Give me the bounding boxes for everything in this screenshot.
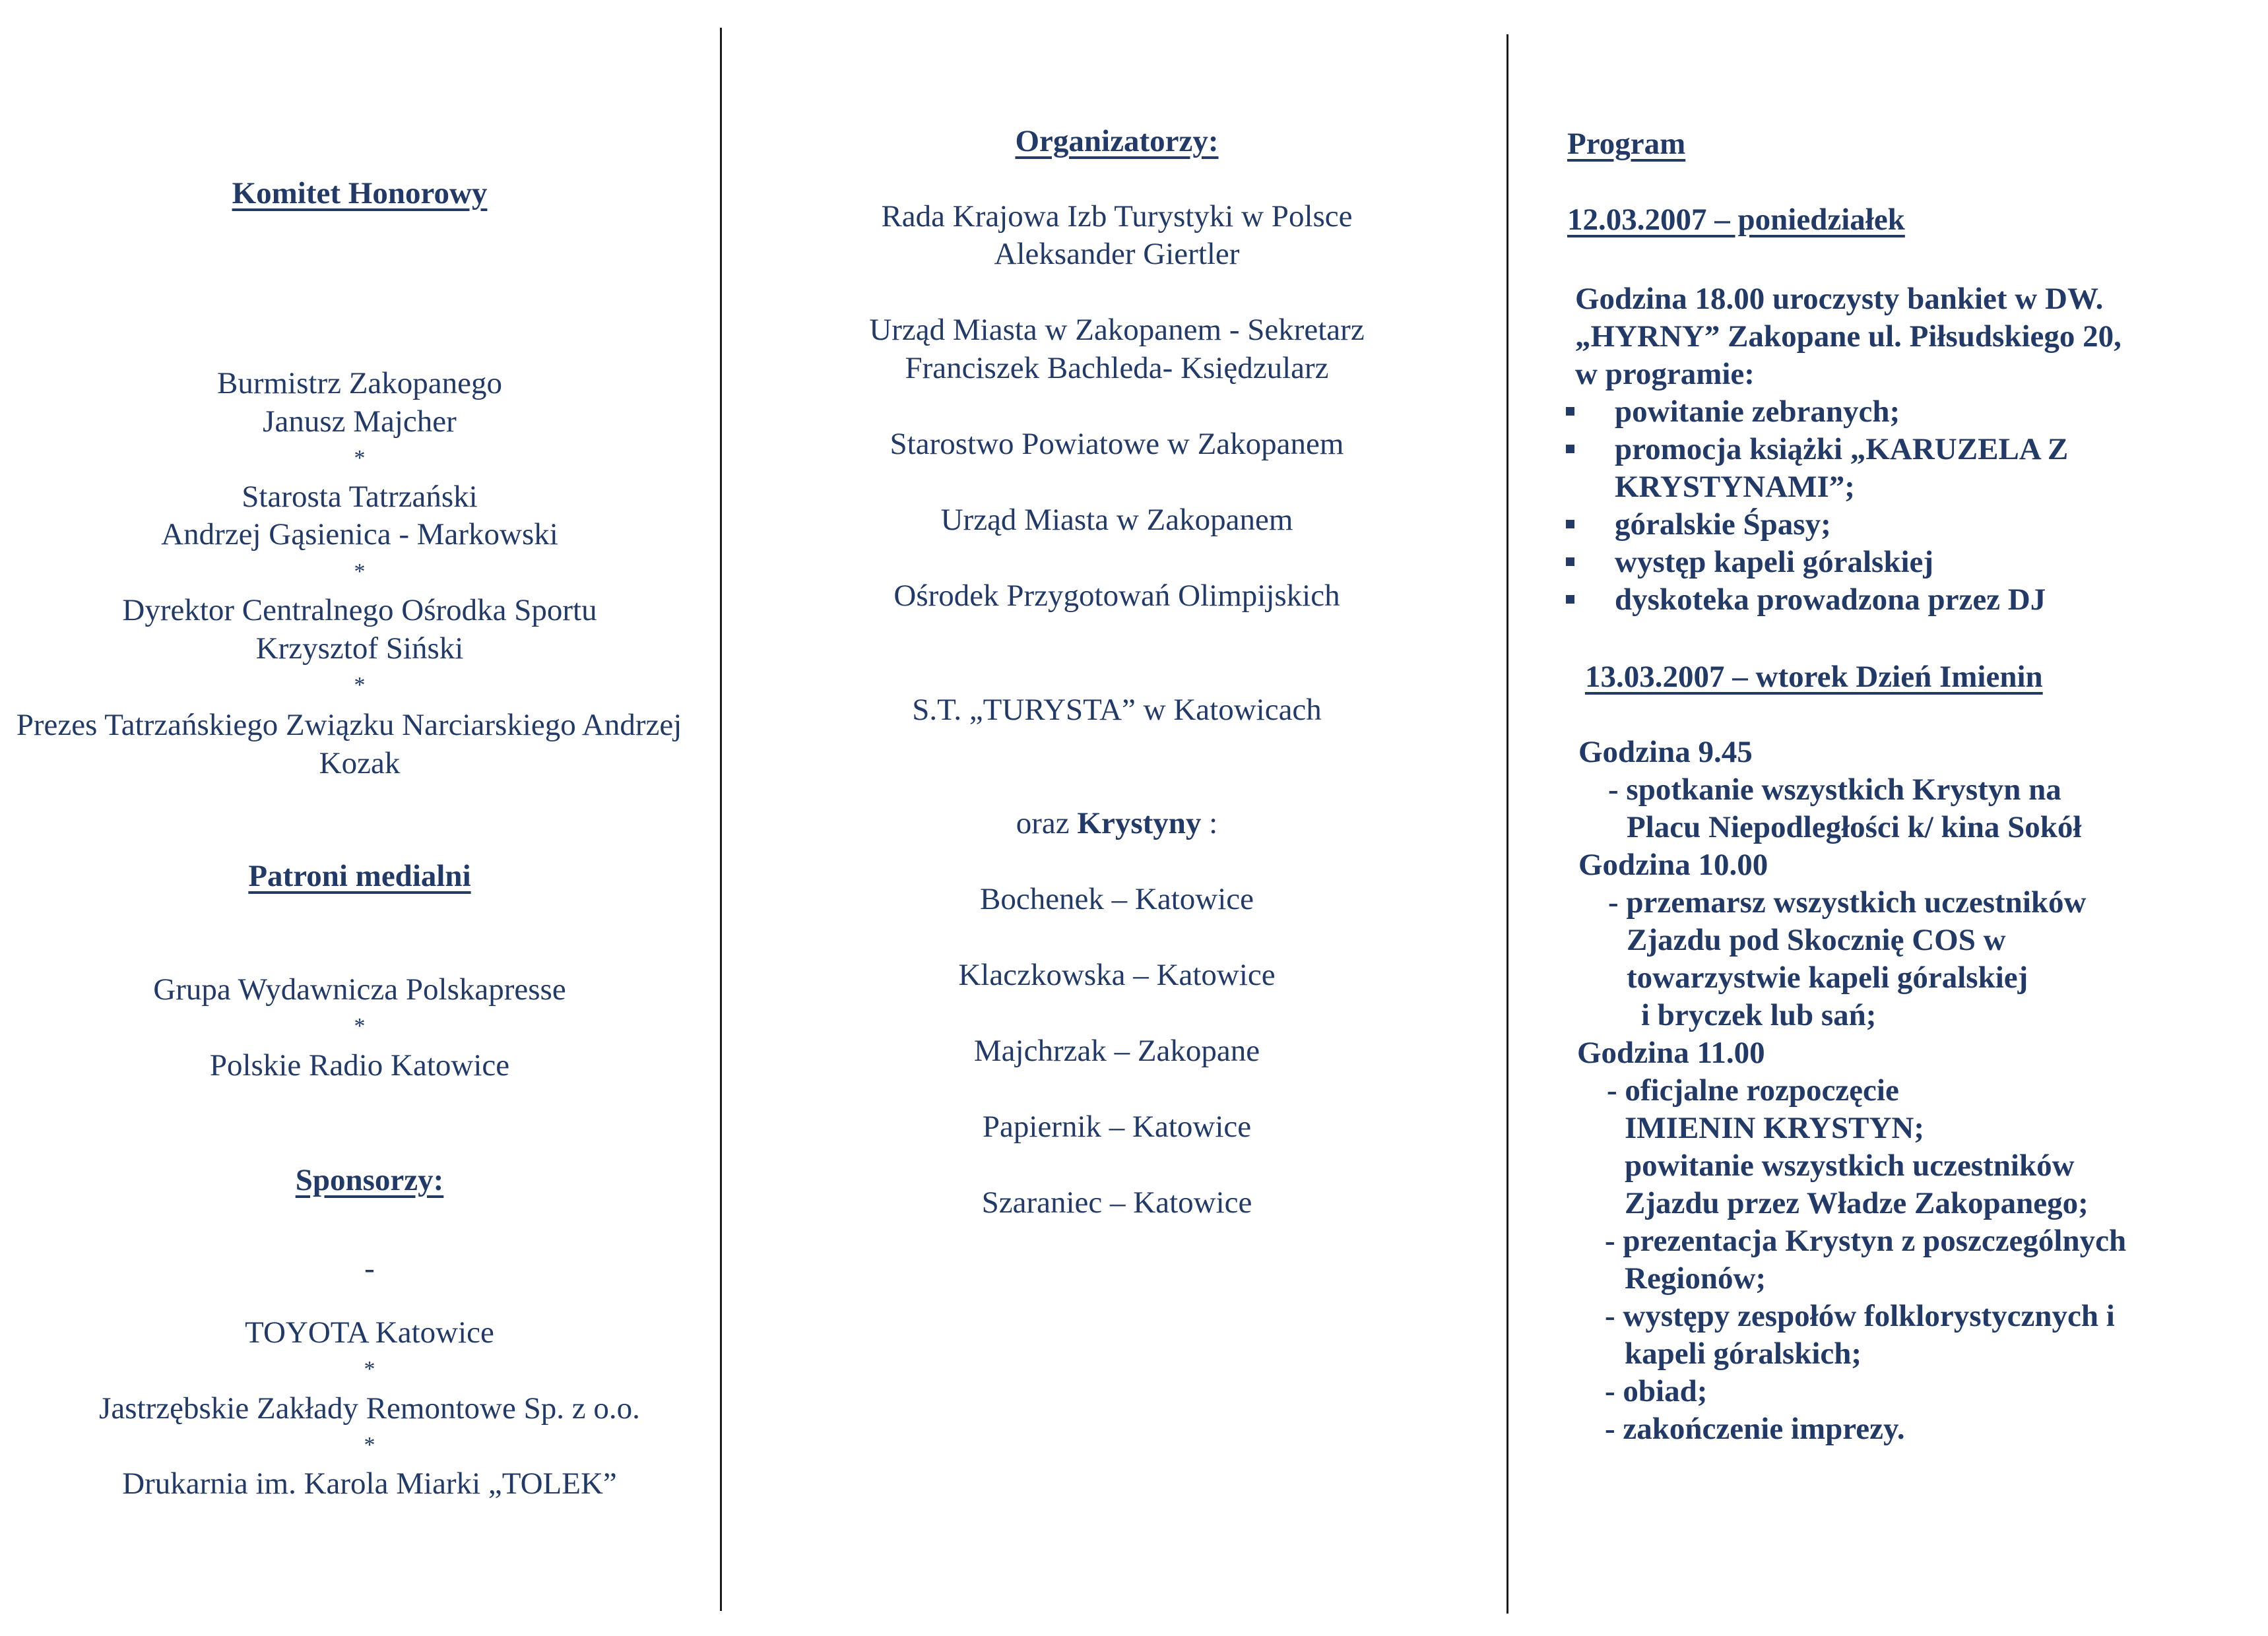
separator-star: * bbox=[354, 673, 366, 697]
separator-star: * bbox=[354, 446, 366, 470]
oraz-suffix: : bbox=[1201, 806, 1218, 840]
program-line: IMIENIN KRYSTYN; bbox=[1625, 1111, 1925, 1145]
sponsor-line: Drukarnia im. Karola Miarki „TOLEK” bbox=[122, 1466, 617, 1501]
column-organizers bbox=[726, 0, 1508, 1636]
bullet-icon bbox=[1566, 407, 1574, 416]
sponsor-line: - bbox=[364, 1251, 375, 1286]
organizer-line: Starostwo Powiatowe w Zakopanem bbox=[890, 427, 1344, 461]
program-line: Regionów; bbox=[1625, 1261, 1766, 1296]
program-line: - zakończenie imprezy. bbox=[1605, 1412, 1905, 1446]
program-line: „HYRNY” Zakopane ul. Piłsudskiego 20, bbox=[1575, 319, 2122, 354]
program-line: - oficjalne rozpoczęcie bbox=[1607, 1073, 1899, 1108]
bullet-icon bbox=[1566, 445, 1574, 453]
program-line: - występy zespołów folklorystycznych i bbox=[1605, 1299, 2115, 1333]
honorary-committee-heading: Komitet Honorowy bbox=[232, 176, 488, 210]
separator-star: * bbox=[364, 1433, 375, 1457]
program-bullet: występ kapeli góralskiej bbox=[1615, 545, 1934, 579]
program-line: Godzina 10.00 bbox=[1578, 848, 1768, 882]
bullet-icon bbox=[1566, 595, 1574, 604]
media-line: Grupa Wydawnicza Polskapresse bbox=[153, 972, 566, 1007]
program-bullet: dyskoteka prowadzona przez DJ bbox=[1615, 582, 2046, 617]
program-line: - obiad; bbox=[1605, 1374, 1708, 1408]
honorary-line: Krzysztof Siński bbox=[255, 631, 464, 666]
separator-star: * bbox=[354, 1014, 366, 1038]
program-line: i bryczek lub sań; bbox=[1641, 998, 1877, 1032]
program-bullet: góralskie Śpasy; bbox=[1615, 507, 1831, 542]
program-bullet: KRYSTYNAMI”; bbox=[1615, 470, 1855, 504]
krystyna-line: Majchrzak – Zakopane bbox=[973, 1034, 1260, 1068]
organizer-line: Urząd Miasta w Zakopanem - Sekretarz bbox=[869, 313, 1365, 347]
program-line: w programie: bbox=[1575, 357, 1755, 391]
separator-star: * bbox=[354, 559, 366, 584]
sponsor-line: TOYOTA Katowice bbox=[245, 1315, 494, 1350]
krystyna-line: Bochenek – Katowice bbox=[979, 882, 1254, 916]
sponsor-line: Jastrzębskie Zakłady Remontowe Sp. z o.o. bbox=[99, 1391, 640, 1426]
oraz-krystyny-line bbox=[726, 805, 1508, 842]
separator-star: * bbox=[364, 1357, 375, 1381]
program-line: kapeli góralskich; bbox=[1625, 1337, 1862, 1371]
honorary-line: Dyrektor Centralnego Ośrodka Sportu bbox=[122, 593, 597, 627]
program-bullet: powitanie zebranych; bbox=[1615, 394, 1900, 429]
organizer-line: Franciszek Bachleda- Księdzularz bbox=[905, 351, 1329, 385]
honorary-line: Starosta Tatrzański bbox=[242, 480, 478, 514]
program-line: powitanie wszystkich uczestników bbox=[1625, 1148, 2075, 1183]
sponsors-heading: Sponsorzy: bbox=[295, 1163, 444, 1197]
media-line: Polskie Radio Katowice bbox=[209, 1048, 510, 1083]
program-line: Godzina 9.45 bbox=[1578, 735, 1753, 769]
fold-line-left bbox=[720, 28, 722, 1611]
organizer-line: Ośrodek Przygotowań Olimpijskich bbox=[893, 579, 1340, 613]
program-line: Godzina 11.00 bbox=[1577, 1036, 1765, 1070]
organizer-line: S.T. „TURYSTA” w Katowicach bbox=[912, 693, 1322, 727]
krystyna-line: Szaraniec – Katowice bbox=[981, 1185, 1252, 1220]
program-line: Zjazdu pod Skocznię COS w bbox=[1627, 923, 2006, 957]
honorary-line: Janusz Majcher bbox=[263, 404, 457, 439]
honorary-line: Kozak bbox=[319, 746, 401, 780]
program-line: - spotkanie wszystkich Krystyn na bbox=[1608, 772, 2061, 807]
oraz-prefix: oraz bbox=[1016, 806, 1078, 840]
honorary-line: Prezes Tatrzańskiego Związku Narciarskiego Andrzej bbox=[16, 708, 682, 742]
program-bullet: promocja książki „KARUZELA Z bbox=[1615, 432, 2069, 466]
program-heading: Program bbox=[1567, 127, 1686, 161]
program-line: towarzystwie kapeli góralskiej bbox=[1627, 960, 2028, 995]
organizers-heading: Organizatorzy: bbox=[1015, 124, 1219, 158]
column-program bbox=[1511, 0, 2268, 1636]
day2-heading: 13.03.2007 – wtorek Dzień Imienin bbox=[1585, 660, 2043, 694]
organizer-line: Rada Krajowa Izb Turystyki w Polsce bbox=[881, 199, 1353, 234]
program-line: - przemarsz wszystkich uczestników bbox=[1608, 885, 2087, 920]
honorary-line: Burmistrz Zakopanego bbox=[216, 366, 503, 400]
bullet-icon bbox=[1566, 520, 1574, 528]
program-line: Godzina 18.00 uroczysty bankiet w DW. bbox=[1575, 282, 2104, 316]
day1-heading: 12.03.2007 – poniedziałek bbox=[1567, 203, 1905, 237]
organizer-line: Urząd Miasta w Zakopanem bbox=[940, 503, 1293, 537]
column-honorary bbox=[0, 0, 719, 1636]
media-patrons-heading: Patroni medialni bbox=[248, 859, 471, 893]
krystyna-line: Papiernik – Katowice bbox=[982, 1110, 1252, 1144]
honorary-line: Andrzej Gąsienica - Markowski bbox=[161, 517, 558, 551]
program-line: - prezentacja Krystyn z poszczególnych bbox=[1605, 1224, 2127, 1258]
krystyny-label: Krystyny bbox=[1077, 806, 1202, 840]
organizer-line: Aleksander Giertler bbox=[994, 237, 1240, 271]
program-line: Placu Niepodległości k/ kina Sokół bbox=[1627, 810, 2082, 844]
program-line: Zjazdu przez Władze Zakopanego; bbox=[1625, 1186, 2089, 1220]
bullet-icon bbox=[1566, 557, 1574, 566]
krystyna-line: Klaczkowska – Katowice bbox=[958, 958, 1276, 992]
